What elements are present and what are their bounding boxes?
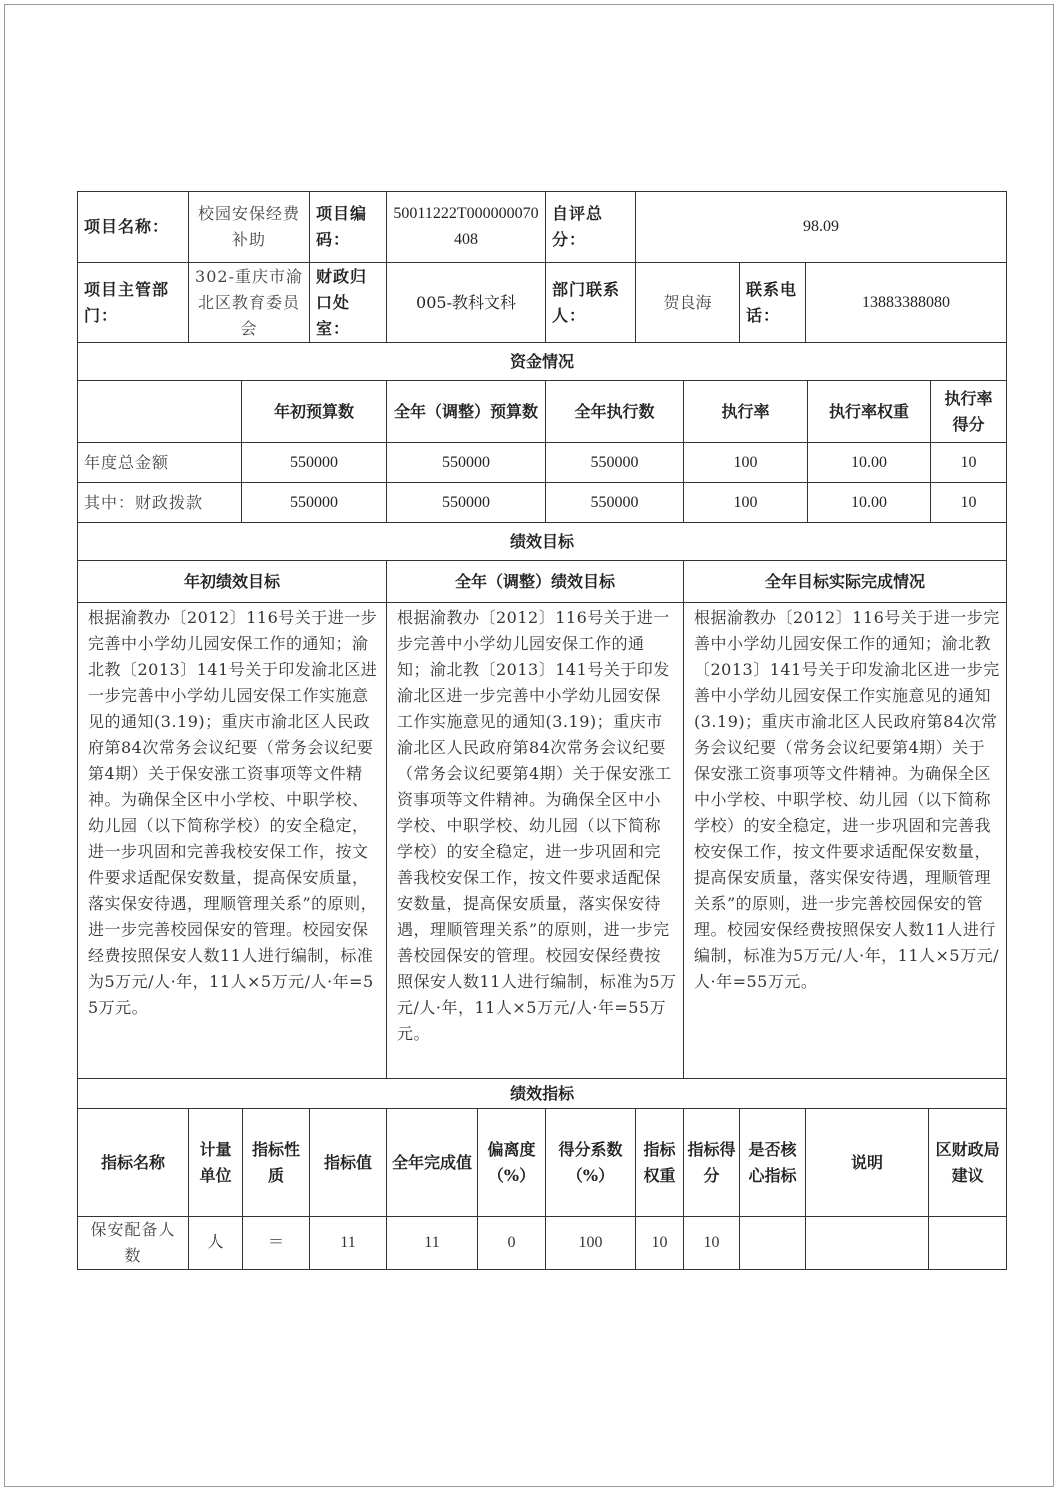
finance-office-value: 005-教科文科	[387, 263, 546, 343]
phone-label: 联系电话：	[740, 263, 806, 343]
actual-completion-text: 根据渝教办〔2012〕116号关于进一步完善中小学幼儿园安保工作的通知；渝北教〔2013〕141号关于印发渝北区进一步完善中小学幼儿园安保工作实施意见的通知(3.19)；重庆市渝北区人民政府第84次常务会议纪要（常务会议纪要第4期）关于保安涨工资事项等文件精神。为确保全区中小学校、中职学校、幼儿园（以下简称学校）的安全稳定，进一步巩固和完善我校安保工作，按文件要求适配保安数量，提高保安质量，落实保安待遇，理顺管理关系”的原则，进一步完善校园保安的管理。校园安保经费按照保安人数11人进行编制，标准为5万元/人·年，11人×5万元/人·年=55万元。	[684, 603, 1007, 1079]
project-code-value: 50011222T000000070408	[387, 192, 546, 263]
funding-value-cell: 10	[931, 443, 1007, 483]
contact-label: 部门联系人：	[546, 263, 636, 343]
funding-table	[77, 342, 1007, 523]
dept-label: 项目主管部门：	[78, 263, 189, 343]
indicators-section-title: 绩效指标	[78, 1079, 1007, 1109]
indicator-col-header: 指标得分	[684, 1109, 740, 1217]
indicators-table	[77, 1078, 1007, 1270]
funding-value-cell: 10.00	[808, 483, 931, 523]
funding-value-cell: 10	[931, 483, 1007, 523]
project-name-label: 项目名称：	[78, 192, 189, 263]
funding-col-header: 年初预算数	[242, 381, 387, 443]
funding-value-cell: 550000	[242, 443, 387, 483]
funding-col-header: 全年执行数	[546, 381, 684, 443]
funding-section-title: 资金情况	[78, 343, 1007, 381]
funding-value-cell: 550000	[242, 483, 387, 523]
funding-value-cell: 550000	[546, 483, 684, 523]
funding-value-cell: 100	[684, 443, 808, 483]
indicator-cell-coef: 100	[546, 1217, 636, 1270]
indicator-col-header: 计量单位	[189, 1109, 243, 1217]
goals-col-title: 全年（调整）绩效目标	[387, 561, 684, 603]
funding-value-cell: 550000	[546, 443, 684, 483]
funding-row-label: 其中：财政拨款	[78, 483, 242, 523]
indicator-cell-note	[806, 1217, 929, 1270]
indicator-cell-name: 保安配备人数	[78, 1217, 189, 1270]
initial-goal-text: 根据渝教办〔2012〕116号关于进一步完善中小学幼儿园安保工作的通知；渝北教〔2013〕141号关于印发渝北区进一步完善中小学幼儿园安保工作实施意见的通知(3.19)；重庆市渝北区人民政府第84次常务会议纪要（常务会议纪要第4期）关于保安涨工资事项等文件精神。为确保全区中小学校、中职学校、幼儿园（以下简称学校）的安全稳定，进一步巩固和完善我校安保工作，按文件要求适配保安数量，提高保安质量，落实保安待遇，理顺管理关系”的原则，进一步完善校园保安的管理。校园安保经费按照保安人数11人进行编制，标准为5万元/人·年，11人×5万元/人·年=55万元。	[78, 603, 387, 1079]
self-eval-score: 98.09	[636, 192, 1007, 263]
indicator-cell-unit: 人	[189, 1217, 243, 1270]
goals-col-title: 年初绩效目标	[78, 561, 387, 603]
indicator-cell-score: 10	[684, 1217, 740, 1270]
adjusted-goal-text: 根据渝教办〔2012〕116号关于进一步完善中小学幼儿园安保工作的通知；渝北教〔2013〕141号关于印发渝北区进一步完善中小学幼儿园安保工作实施意见的通知(3.19)；重庆市渝北区人民政府第84次常务会议纪要（常务会议纪要第4期）关于保安涨工资事项等文件精神。为确保全区中小学校、中职学校、幼儿园（以下简称学校）的安全稳定，进一步巩固和完善我校安保工作，按文件要求适配保安数量，提高保安质量，落实保安待遇，理顺管理关系”的原则，进一步完善校园保安的管理。校园安保经费按照保安人数11人进行编制，标准为5万元/人·年，11人×5万元/人·年=55万元。	[387, 603, 684, 1079]
indicator-col-header: 指标值	[310, 1109, 387, 1217]
funding-value-cell: 550000	[387, 443, 546, 483]
indicator-cell-nature: ＝	[243, 1217, 310, 1270]
funding-col-header: 执行率权重	[808, 381, 931, 443]
indicator-col-header: 区财政局建议	[929, 1109, 1007, 1217]
indicator-col-header: 说明	[806, 1109, 929, 1217]
indicator-cell-core	[740, 1217, 806, 1270]
project-name-value: 校园安保经费补助	[189, 192, 310, 263]
funding-row-label: 年度总金额	[78, 443, 242, 483]
funding-col-header: 全年（调整）预算数	[387, 381, 546, 443]
header-table	[77, 191, 1007, 343]
indicator-cell-deviation: 0	[478, 1217, 546, 1270]
indicator-col-header: 得分系数（%）	[546, 1109, 636, 1217]
indicator-cell-target: 11	[310, 1217, 387, 1270]
indicator-col-header: 指标性质	[243, 1109, 310, 1217]
goals-table	[77, 522, 1007, 1079]
project-code-label: 项目编码：	[310, 192, 387, 263]
goals-col-title: 全年目标实际完成情况	[684, 561, 1007, 603]
indicator-col-header: 是否核心指标	[740, 1109, 806, 1217]
funding-value-cell: 10.00	[808, 443, 931, 483]
phone-value: 13883388080	[806, 263, 1007, 343]
indicator-col-header: 偏离度（%）	[478, 1109, 546, 1217]
dept-value: 302-重庆市渝北区教育委员会	[189, 263, 310, 343]
contact-value: 贺良海	[636, 263, 740, 343]
self-eval-label: 自评总分：	[546, 192, 636, 263]
funding-value-cell: 550000	[387, 483, 546, 523]
funding-col-header: 执行率	[684, 381, 808, 443]
goals-section-title: 绩效目标	[78, 523, 1007, 561]
finance-office-label: 财政归口处室：	[310, 263, 387, 343]
indicator-cell-weight: 10	[636, 1217, 684, 1270]
indicator-col-header: 全年完成值	[387, 1109, 478, 1217]
funding-col-header: 执行率得分	[931, 381, 1007, 443]
indicator-col-header: 指标权重	[636, 1109, 684, 1217]
funding-value-cell: 100	[684, 483, 808, 523]
funding-corner-cell	[78, 381, 242, 443]
indicator-cell-suggestion	[929, 1217, 1007, 1270]
indicator-cell-actual: 11	[387, 1217, 478, 1270]
indicator-col-header: 指标名称	[78, 1109, 189, 1217]
